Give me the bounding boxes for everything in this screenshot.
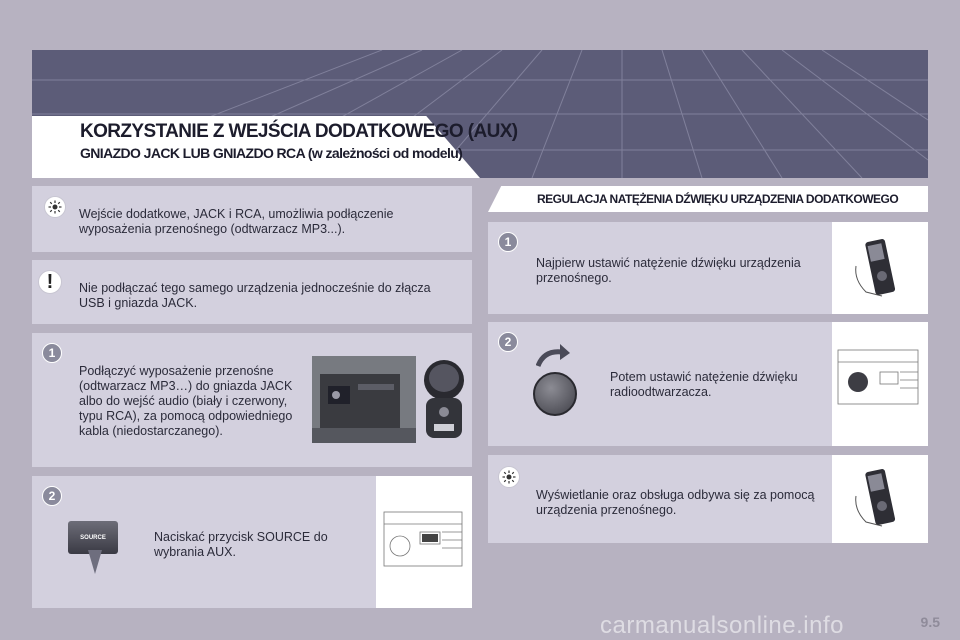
step1-text: Podłączyć wyposażenie przenośne (odtwarzacz MP3…) do gniazda JACK albo do wejść audio (biały i czerwony, typu RCA), za pomocą odpowiedniego kabla (niedostarczanego). <box>79 364 293 438</box>
curved-arrow-icon <box>536 344 572 373</box>
info-text: Wejście dodatkowe, JACK i RCA, umożliwia podłączenie wyposażenia przenośnego (odtwarzacz MP3...). <box>79 207 394 236</box>
mp3-player-hand-drawing <box>852 466 908 530</box>
radio-panel-drawing <box>380 508 464 570</box>
right-section-title: REGULACJA NATĘŻENIA DŹWIĘKU URZĄDZENIA DODATKOWEGO <box>537 192 899 206</box>
right-step1-text: Najpierw ustawić natężenie dźwięku urządzenia przenośnego. <box>536 256 801 285</box>
step-badge-1: 1 <box>42 343 62 363</box>
source-button[interactable]: SOURCE <box>68 521 118 554</box>
right-step-badge-1: 1 <box>498 232 518 252</box>
press-arrow-icon <box>88 550 102 579</box>
radio-knob-drawing <box>836 346 920 408</box>
page-number: 9.5 <box>920 614 940 630</box>
right-info-text: Wyświetlanie oraz obsługa odbywa się za pomocą urządzenia przenośnego. <box>536 488 815 517</box>
warning-text: Nie podłączać tego samego urządzenia jednocześnie do złącza USB i gniazda JACK. <box>79 281 431 310</box>
step2-text: Naciskać przycisk SOURCE do wybrania AUX. <box>154 530 328 559</box>
sun-tip-icon <box>44 196 66 218</box>
jack-socket-closeup <box>420 356 468 442</box>
mp3-player-hand-drawing <box>852 236 908 300</box>
page-title: KORZYSTANIE Z WEJŚCIA DODATKOWEGO (AUX) <box>80 121 518 142</box>
watermark: carmanualsonline.info <box>600 612 844 639</box>
right-step2-text: Potem ustawić natężenie dźwięku radioodtwarzacza. <box>610 370 798 399</box>
sun-tip-icon <box>498 466 520 488</box>
page-subtitle: GNIAZDO JACK LUB GNIAZDO RCA (w zależności od modelu) <box>80 145 463 161</box>
volume-knob[interactable] <box>533 372 577 416</box>
exclamation-icon: ! <box>38 270 62 294</box>
step-badge-2: 2 <box>42 486 62 506</box>
right-step-badge-2: 2 <box>498 332 518 352</box>
dashboard-jack-photo <box>312 356 416 443</box>
